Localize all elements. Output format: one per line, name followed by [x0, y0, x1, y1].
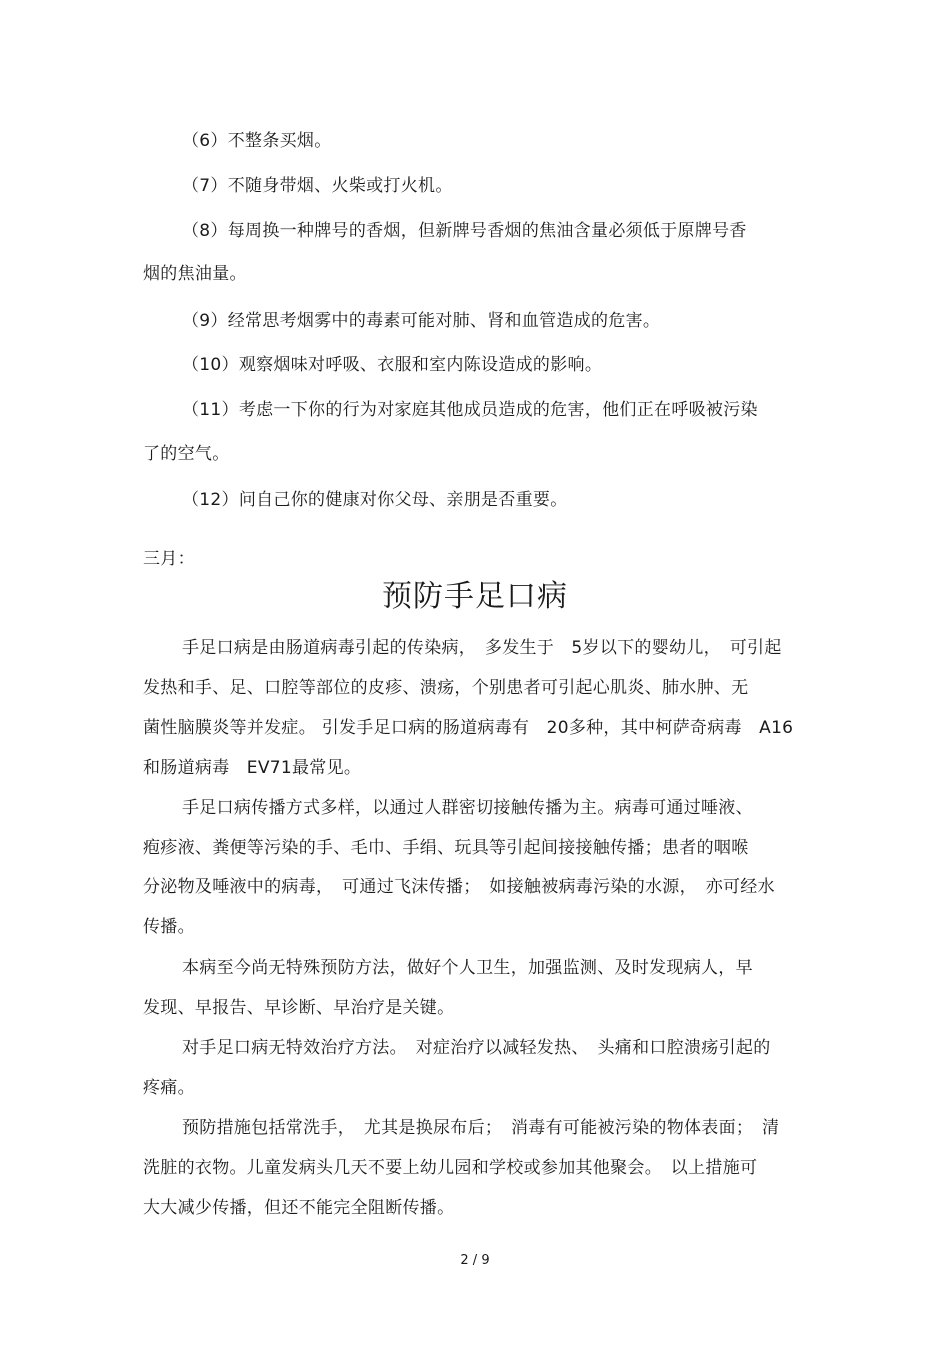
paragraph-line: 疼痛。	[143, 1078, 195, 1098]
paragraph-line: 和肠道病毒 EV71最常见。	[143, 758, 362, 778]
list-item: （10）观察烟味对呼吸、衣服和室内陈设造成的影响。	[182, 355, 603, 375]
paragraph-line: 分泌物及唾液中的病毒， 可通过飞沫传播； 如接触被病毒污染的水源， 亦可经水	[143, 877, 775, 897]
list-item-continuation: 烟的焦油量。	[143, 264, 247, 284]
list-item: （11）考虑一下你的行为对家庭其他成员造成的危害，他们正在呼吸被污染	[182, 400, 758, 420]
paragraph-line: 洗脏的衣物。儿童发病头几天不要上幼儿园和学校或参加其他聚会。 以上措施可	[143, 1158, 758, 1178]
paragraph-line: 发热和手、足、口腔等部位的皮疹、溃疡，个别患者可引起心肌炎、肺水肿、无	[143, 678, 749, 698]
paragraph-line: 本病至今尚无特殊预防方法，做好个人卫生，加强监测、及时发现病人，早	[182, 958, 753, 978]
paragraph-line: 疱疹液、粪便等污染的手、毛巾、手绢、玩具等引起间接接触传播；患者的咽喉	[143, 838, 749, 858]
page-number: 2 / 9	[460, 1253, 490, 1268]
paragraph-line: 发现、早报告、早诊断、早治疗是关键。	[143, 998, 455, 1018]
paragraph-line: 对手足口病无特效治疗方法。 对症治疗以减轻发热、 头痛和口腔溃疡引起的	[182, 1038, 771, 1058]
section-label: 三月：	[143, 549, 195, 569]
list-item: （7）不随身带烟、火柴或打火机。	[182, 176, 453, 196]
paragraph-line: 手足口病传播方式多样，以通过人群密切接触传播为主。病毒可通过唾液、	[182, 798, 753, 818]
paragraph-line: 手足口病是由肠道病毒引起的传染病， 多发生于 5岁以下的婴幼儿， 可引起	[182, 638, 782, 658]
paragraph-line: 传播。	[143, 917, 195, 937]
list-item: （8）每周换一种牌号的香烟，但新牌号香烟的焦油含量必须低于原牌号香	[182, 221, 747, 241]
paragraph-line: 菌性脑膜炎等并发症。 引发手足口病的肠道病毒有 20多种，其中柯萨奇病毒 A16	[143, 718, 794, 738]
paragraph-line: 大大减少传播，但还不能完全阻断传播。	[143, 1198, 455, 1218]
list-item: （12）问自己你的健康对你父母、亲朋是否重要。	[182, 490, 568, 510]
list-item: （6）不整条买烟。	[182, 131, 332, 151]
page-title: 预防手足口病	[382, 579, 568, 614]
list-item: （9）经常思考烟雾中的毒素可能对肺、肾和血管造成的危害。	[182, 311, 661, 331]
paragraph-line: 预防措施包括常洗手， 尤其是换尿布后； 消毒有可能被污染的物体表面； 清	[182, 1118, 780, 1138]
list-item-continuation: 了的空气。	[143, 444, 230, 464]
